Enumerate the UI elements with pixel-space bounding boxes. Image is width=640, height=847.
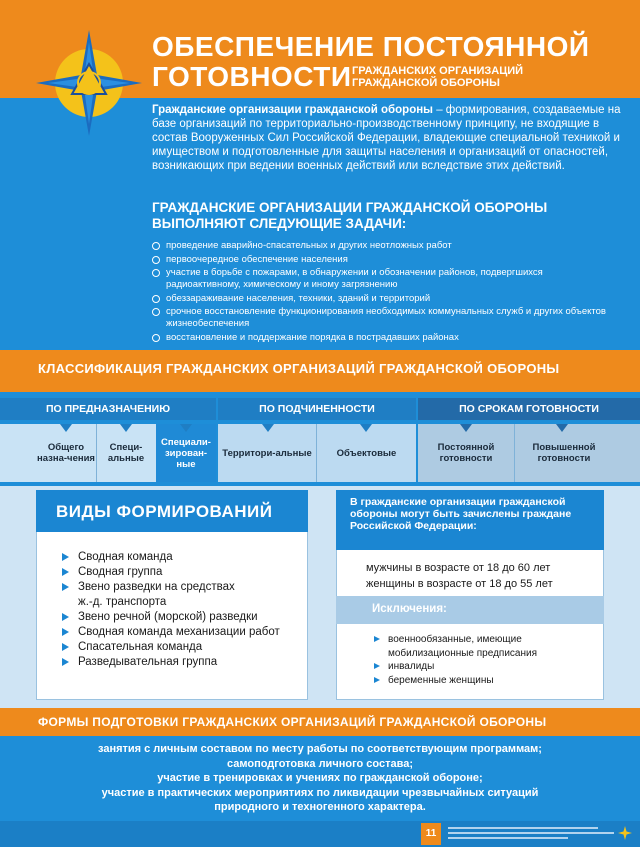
list-item: срочное восстановление функционирования необходимых коммунальных служб и других объектов жизнеобеспечения: [150, 306, 620, 330]
category-subordination: ПО ПОДЧИНЕННОСТИ: [218, 398, 416, 420]
training-title: ФОРМЫ ПОДГОТОВКИ ГРАЖДАНСКИХ ОРГАНИЗАЦИЙ ГРАЖДАНСКОЙ ОБОРОНЫ: [38, 715, 547, 729]
intro-paragraph: [152, 103, 624, 173]
page-title-line1: ОБЕСПЕЧЕНИЕ ПОСТОЯННОЙ: [152, 31, 590, 62]
list-item: мобилизационные предписания: [388, 647, 538, 659]
readiness-cells: [418, 424, 640, 482]
training-text: занятия с личным составом по месту работы по соответствующим программам; самоподготовка личного состава; участие в тренировках и учениях по гражданской обороне; участие в практических мероприятиях по ликвидации чрезвычайных ситуаций природного и техногенного характера.: [98, 743, 542, 813]
forms-list: [62, 550, 280, 670]
purpose-cells: [0, 424, 216, 482]
intro-lead: Гражданские организации гражданской обороны: [152, 104, 433, 116]
pointer-triangle-icon: [120, 424, 132, 432]
exceptions-title: Исключения:: [372, 603, 447, 615]
cell-increased: Повышенной готовности: [532, 442, 596, 464]
forms-title: ВИДЫ ФОРМИРОВАНИЙ: [56, 502, 273, 521]
list-item: Сводная группа: [62, 565, 280, 580]
list-item: Сводная команда механизации работ: [62, 625, 280, 640]
cell-special: Специ-альные: [107, 442, 145, 464]
list-item: участие в борьбе с пожарами, в обнаружении и обозначении районов, подвергшихся радиоактивному, химическому и иному загрязнению: [150, 267, 620, 291]
footer-fine-print-icon: [448, 826, 614, 840]
cell-territorial: Территори-альные: [222, 447, 312, 459]
tasks-title: ГРАЖДАНСКИЕ ОРГАНИЗАЦИИ ГРАЖДАНСКОЙ ОБОРОНЫ ВЫПОЛНЯЮТ СЛЕДУЮЩИЕ ЗАДАЧИ:: [152, 200, 548, 231]
list-item: проведение аварийно-спасательных и других неотложных работ: [150, 240, 620, 252]
arrow-bullet-icon: [62, 643, 69, 651]
arrow-bullet-icon: [374, 663, 380, 669]
subtitle-line1: ГРАЖДАНСКИХ ОРГАНИЗАЦИЙ: [352, 65, 524, 77]
subordination-cells: [218, 424, 416, 482]
page-subtitle: [352, 65, 523, 89]
category-purpose: ПО ПРЕДНАЗНАЧЕНИЮ: [0, 398, 216, 420]
list-item: восстановление и поддержание порядка в пострадавших районах: [150, 332, 620, 344]
arrow-bullet-icon: [62, 553, 69, 561]
cell-permanent: Постоянной готовности: [437, 442, 495, 464]
emergency-emblem-icon: [618, 826, 632, 840]
page-number: 11: [421, 823, 441, 845]
list-item: инвалиды: [374, 660, 537, 674]
emergency-emblem-icon: [34, 28, 144, 138]
tasks-list: [150, 240, 620, 345]
men-age: мужчины в возрасте от 18 до 60 лет: [366, 562, 551, 574]
intro-body: – формирования, создаваемые на базе организаций по территориально-производственному принципу, не входящие в состав Вооруженных Сил Российской Федерации, владеющие специальной техникой и имуществом и подготовленные для защиты населения и организаций от опасностей, возникающих при ведении военных действий или вследствие этих действий.: [152, 104, 621, 172]
women-age: женщины в возрасте от 18 до 55 лет: [366, 578, 553, 590]
citizens-heading: В гражданские организации гражданской обороны могут быть зачислены граждане Российской Федерации:: [350, 496, 572, 532]
page-title-line2: ГОТОВНОСТИ: [152, 61, 352, 92]
pointer-triangle-icon: [180, 424, 192, 432]
list-item: Разведывательная группа: [62, 655, 280, 670]
arrow-bullet-icon: [62, 613, 69, 621]
list-item: Звено речной (морской) разведки: [62, 610, 280, 625]
list-item: первоочередное обеспечение населения: [150, 254, 620, 266]
circle-bullet-icon: [152, 269, 160, 277]
pointer-triangle-icon: [60, 424, 72, 432]
pointer-triangle-icon: [360, 424, 372, 432]
list-item: Спасательная команда: [62, 640, 280, 655]
arrow-bullet-icon: [62, 658, 69, 666]
classification-title: КЛАССИФИКАЦИЯ ГРАЖДАНСКИХ ОРГАНИЗАЦИЙ ГРАЖДАНСКОЙ ОБОРОНЫ: [38, 361, 560, 376]
list-item: обеззараживание населения, техники, зданий и территорий: [150, 293, 620, 305]
pointer-triangle-icon: [262, 424, 274, 432]
arrow-bullet-icon: [62, 568, 69, 576]
arrow-bullet-icon: [62, 628, 69, 636]
arrow-bullet-icon: [374, 677, 380, 683]
subtitle-line2: ГРАЖДАНСКОЙ ОБОРОНЫ: [352, 77, 500, 89]
pointer-triangle-icon: [460, 424, 472, 432]
list-item: Сводная команда: [62, 550, 280, 565]
exceptions-list: [374, 633, 537, 687]
cell-specialized: Специали-зирован-ные: [156, 424, 216, 482]
pointer-triangle-icon: [556, 424, 568, 432]
circle-bullet-icon: [152, 295, 160, 303]
cell-object: Объектовые: [336, 447, 397, 459]
list-item: беременные женщины: [374, 674, 537, 688]
arrow-bullet-icon: [62, 583, 69, 591]
list-item: ж.-д. транспорта: [78, 596, 167, 608]
circle-bullet-icon: [152, 242, 160, 250]
ages-block: [366, 560, 553, 592]
list-item: военнообязанные, имеющие: [374, 633, 537, 647]
circle-bullet-icon: [152, 256, 160, 264]
circle-bullet-icon: [152, 334, 160, 342]
list-item: Звено разведки на средствах: [62, 580, 280, 595]
circle-bullet-icon: [152, 308, 160, 316]
category-readiness: ПО СРОКАМ ГОТОВНОСТИ: [418, 398, 640, 420]
arrow-bullet-icon: [374, 636, 380, 642]
cell-general: Общего назна-чения: [37, 442, 95, 464]
